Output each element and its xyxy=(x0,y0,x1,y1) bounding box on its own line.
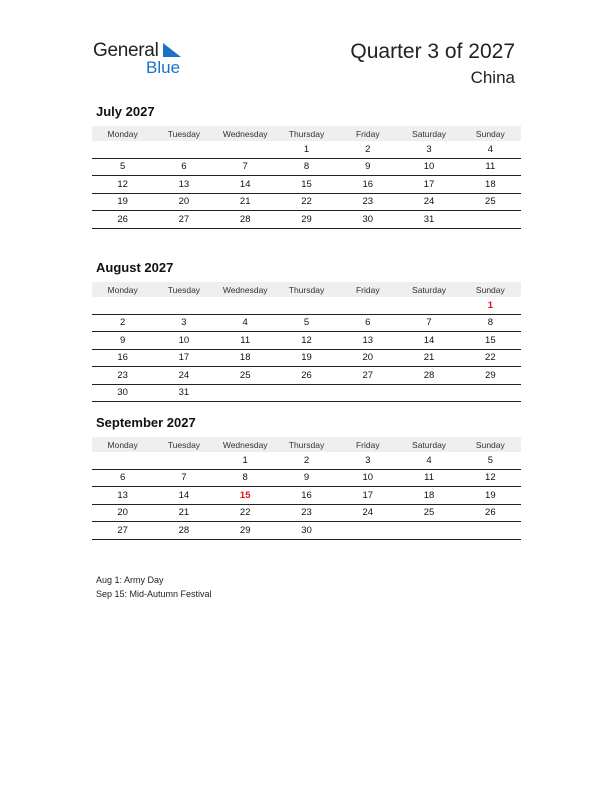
week-row xyxy=(92,314,521,332)
day-cell xyxy=(92,141,153,158)
day-cell: 17 xyxy=(398,176,459,194)
day-cell xyxy=(398,297,459,314)
logo-blue-text: Blue xyxy=(146,58,181,77)
weekday-header: Tuesday xyxy=(153,437,214,452)
day-cell: 5 xyxy=(276,314,337,332)
weekday-header: Tuesday xyxy=(153,282,214,297)
day-cell: 12 xyxy=(92,176,153,194)
day-cell: 31 xyxy=(153,384,214,402)
logo-triangle-icon xyxy=(161,43,183,59)
day-cell: 14 xyxy=(215,176,276,194)
month-september xyxy=(92,415,521,540)
weekday-header: Wednesday xyxy=(215,437,276,452)
week-row xyxy=(92,504,521,522)
day-cell: 1 xyxy=(276,141,337,158)
page-title: Quarter 3 of 2027 xyxy=(350,40,515,63)
weekday-header: Tuesday xyxy=(153,126,214,141)
day-cell: 9 xyxy=(337,158,398,176)
day-cell: 8 xyxy=(460,314,521,332)
day-cell xyxy=(215,384,276,402)
day-cell: 26 xyxy=(276,367,337,385)
weekday-header: Monday xyxy=(92,282,153,297)
day-cell: 2 xyxy=(92,314,153,332)
day-cell xyxy=(153,452,214,469)
day-cell: 1 xyxy=(460,297,521,314)
day-cell xyxy=(153,141,214,158)
weekday-header: Wednesday xyxy=(215,126,276,141)
day-cell: 31 xyxy=(398,211,459,229)
day-cell: 2 xyxy=(276,452,337,469)
day-cell: 14 xyxy=(398,332,459,350)
calendar-table xyxy=(92,282,521,402)
day-cell: 18 xyxy=(215,349,276,367)
day-cell: 5 xyxy=(92,158,153,176)
weekday-header: Friday xyxy=(337,437,398,452)
day-cell xyxy=(276,384,337,402)
day-cell: 16 xyxy=(337,176,398,194)
day-cell xyxy=(398,522,459,540)
weekday-header: Saturday xyxy=(398,126,459,141)
day-cell: 9 xyxy=(92,332,153,350)
day-cell: 19 xyxy=(276,349,337,367)
week-row xyxy=(92,297,521,314)
weekday-header: Thursday xyxy=(276,126,337,141)
day-cell: 7 xyxy=(215,158,276,176)
weekday-header: Wednesday xyxy=(215,282,276,297)
week-row xyxy=(92,158,521,176)
week-row xyxy=(92,522,521,540)
day-cell: 10 xyxy=(398,158,459,176)
day-cell: 21 xyxy=(153,504,214,522)
weekday-header: Thursday xyxy=(276,437,337,452)
day-cell: 6 xyxy=(337,314,398,332)
holiday-notes xyxy=(96,573,212,601)
day-cell: 20 xyxy=(153,193,214,211)
day-cell: 18 xyxy=(398,487,459,505)
day-cell: 8 xyxy=(276,158,337,176)
weekday-header-row xyxy=(92,282,521,297)
day-cell: 9 xyxy=(276,469,337,487)
day-cell: 28 xyxy=(398,367,459,385)
country-name: China xyxy=(470,68,515,87)
day-cell: 11 xyxy=(215,332,276,350)
day-cell: 23 xyxy=(337,193,398,211)
day-cell xyxy=(337,522,398,540)
day-cell: 13 xyxy=(337,332,398,350)
weekday-header: Sunday xyxy=(460,437,521,452)
day-cell: 27 xyxy=(153,211,214,229)
day-cell: 4 xyxy=(398,452,459,469)
day-cell: 7 xyxy=(398,314,459,332)
weekday-header: Monday xyxy=(92,126,153,141)
week-row xyxy=(92,211,521,229)
day-cell: 22 xyxy=(276,193,337,211)
day-cell: 20 xyxy=(92,504,153,522)
calendar-table xyxy=(92,126,521,229)
day-cell: 13 xyxy=(92,487,153,505)
day-cell: 29 xyxy=(215,522,276,540)
holiday-note: Aug 1: Army Day xyxy=(96,575,164,585)
day-cell: 14 xyxy=(153,487,214,505)
month-title: August 2027 xyxy=(96,260,174,275)
weekday-header: Monday xyxy=(92,437,153,452)
weekday-header: Thursday xyxy=(276,282,337,297)
day-cell: 10 xyxy=(153,332,214,350)
day-cell: 7 xyxy=(153,469,214,487)
weekday-header-row xyxy=(92,437,521,452)
day-cell: 26 xyxy=(460,504,521,522)
day-cell: 19 xyxy=(92,193,153,211)
day-cell: 24 xyxy=(337,504,398,522)
week-row xyxy=(92,487,521,505)
weekday-header: Saturday xyxy=(398,282,459,297)
day-cell: 27 xyxy=(92,522,153,540)
day-cell: 25 xyxy=(398,504,459,522)
day-cell: 24 xyxy=(153,367,214,385)
weekday-header: Friday xyxy=(337,282,398,297)
week-row xyxy=(92,141,521,158)
day-cell: 28 xyxy=(215,211,276,229)
day-cell: 17 xyxy=(153,349,214,367)
day-cell xyxy=(460,384,521,402)
day-cell: 5 xyxy=(460,452,521,469)
day-cell: 4 xyxy=(215,314,276,332)
day-cell: 22 xyxy=(215,504,276,522)
day-cell xyxy=(215,297,276,314)
day-cell: 15 xyxy=(215,487,276,505)
week-row xyxy=(92,193,521,211)
day-cell: 16 xyxy=(276,487,337,505)
day-cell: 30 xyxy=(92,384,153,402)
calendar-table xyxy=(92,437,521,540)
day-cell: 21 xyxy=(215,193,276,211)
month-august xyxy=(92,260,521,402)
logo-general-text: General xyxy=(93,40,159,61)
day-cell: 11 xyxy=(460,158,521,176)
day-cell: 30 xyxy=(337,211,398,229)
day-cell xyxy=(92,297,153,314)
week-row xyxy=(92,384,521,402)
weekday-header: Sunday xyxy=(460,282,521,297)
day-cell: 25 xyxy=(460,193,521,211)
day-cell xyxy=(337,384,398,402)
day-cell: 19 xyxy=(460,487,521,505)
day-cell: 6 xyxy=(153,158,214,176)
day-cell xyxy=(215,141,276,158)
day-cell xyxy=(153,297,214,314)
day-cell: 11 xyxy=(398,469,459,487)
day-cell xyxy=(460,211,521,229)
day-cell: 12 xyxy=(460,469,521,487)
day-cell: 8 xyxy=(215,469,276,487)
day-cell xyxy=(398,384,459,402)
day-cell xyxy=(92,452,153,469)
day-cell: 24 xyxy=(398,193,459,211)
day-cell: 3 xyxy=(153,314,214,332)
month-title: September 2027 xyxy=(96,415,196,430)
weekday-header: Friday xyxy=(337,126,398,141)
day-cell: 3 xyxy=(337,452,398,469)
day-cell: 28 xyxy=(153,522,214,540)
day-cell: 18 xyxy=(460,176,521,194)
day-cell xyxy=(276,297,337,314)
weekday-header: Sunday xyxy=(460,126,521,141)
day-cell: 25 xyxy=(215,367,276,385)
day-cell: 17 xyxy=(337,487,398,505)
week-row xyxy=(92,349,521,367)
day-cell: 21 xyxy=(398,349,459,367)
week-row xyxy=(92,452,521,469)
month-july xyxy=(92,104,521,229)
day-cell xyxy=(460,522,521,540)
day-cell: 16 xyxy=(92,349,153,367)
weekday-header-row xyxy=(92,126,521,141)
day-cell: 13 xyxy=(153,176,214,194)
day-cell: 23 xyxy=(92,367,153,385)
day-cell: 4 xyxy=(460,141,521,158)
day-cell xyxy=(337,297,398,314)
week-row xyxy=(92,176,521,194)
day-cell: 27 xyxy=(337,367,398,385)
day-cell: 10 xyxy=(337,469,398,487)
month-title: July 2027 xyxy=(96,104,155,119)
day-cell: 30 xyxy=(276,522,337,540)
day-cell: 3 xyxy=(398,141,459,158)
week-row xyxy=(92,367,521,385)
day-cell: 1 xyxy=(215,452,276,469)
weekday-header: Saturday xyxy=(398,437,459,452)
week-row xyxy=(92,469,521,487)
day-cell: 23 xyxy=(276,504,337,522)
day-cell: 20 xyxy=(337,349,398,367)
day-cell: 15 xyxy=(276,176,337,194)
day-cell: 12 xyxy=(276,332,337,350)
week-row xyxy=(92,332,521,350)
day-cell: 15 xyxy=(460,332,521,350)
holiday-note: Sep 15: Mid-Autumn Festival xyxy=(96,589,212,599)
day-cell: 29 xyxy=(460,367,521,385)
generalblue-logo xyxy=(93,40,193,80)
day-cell: 26 xyxy=(92,211,153,229)
day-cell: 2 xyxy=(337,141,398,158)
day-cell: 6 xyxy=(92,469,153,487)
day-cell: 22 xyxy=(460,349,521,367)
day-cell: 29 xyxy=(276,211,337,229)
